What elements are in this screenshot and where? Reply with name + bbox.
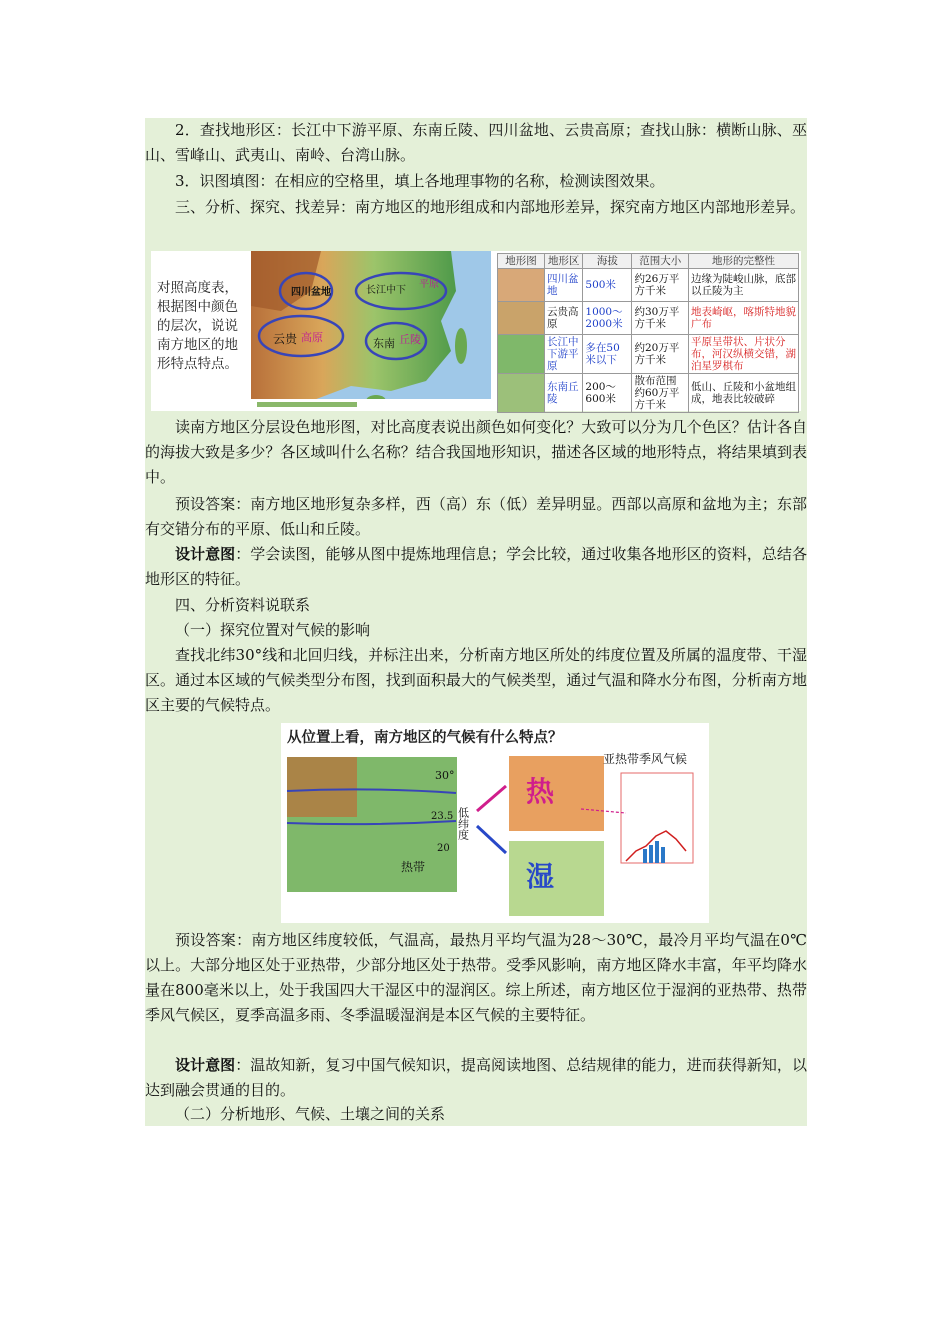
table-header-row [498,254,799,269]
table-header: 地形的完整性 [689,254,799,269]
landform-altitude: 1000～2000米 [583,302,632,335]
climate-figure [281,723,709,923]
table-header: 地形区 [545,254,583,269]
design-intent-text: ：温故知新，复习中国气候知识，提高阅读地图、总结规律的能力，进而获得新知，以达到融会贯通的目的。 [145,1056,807,1099]
landform-name: 长江中下游平原 [545,335,583,374]
table-row [498,269,799,302]
climate-type-label: 亚热带季风气候 [603,752,688,766]
landform-altitude: 200～600米 [583,374,632,413]
climate-figure-title: 从位置上看，南方地区的气候有什么特点？ [287,730,563,746]
landform-altitude: 多在50米以下 [583,335,632,374]
landform-range: 约30万平方千米 [632,302,689,335]
landform-range: 约26万平方千米 [632,269,689,302]
paragraph-section-four: 四、分析资料说联系 [175,596,311,614]
landform-thumbnail [498,269,545,302]
paragraph-read-map: 读南方地区分层设色地形图，对比高度表说出颜色如何变化？大致可以分为几个色区？估计各自的海拔大致是多少？各区域叫什么名称？结合我国地形知识，描述各区域的地形特点，将结果填到表中。 [145,418,807,486]
tropical-label: 热带 [401,860,426,874]
paragraph-design-intent-2 [145,1053,807,1103]
landform-name: 云贵高原 [545,302,583,335]
landform-table [497,253,799,413]
lat-tropic-label: 23.5 [431,811,454,822]
paragraph-subsection-one: （一）探究位置对气候的影响 [175,621,371,639]
hot-label: 热 [526,775,555,808]
paragraph-subsection-two: （二）分析地形、气候、土壤之间的关系 [175,1105,446,1123]
paragraph-design-intent-1 [145,542,807,592]
terrain-figure [151,251,801,411]
landform-feature: 平原呈带状、片状分布，河汉纵横交错，湖泊星罗棋布 [689,335,799,374]
design-intent-label: 设计意图 [175,545,236,563]
landform-range: 散布范围约60万平方千米 [632,374,689,413]
landform-name: 四川盆地 [545,269,583,302]
paragraph-section-three: 三、分析、探究、找差异：南方地区的地形组成和内部地形差异，探究南方地区内部地形差异。 [175,198,806,216]
wet-label: 湿 [526,860,555,893]
document-content [145,118,807,1126]
label-changjiang-a: 长江中下 [366,285,406,296]
landform-altitude: 500米 [583,269,632,302]
landform-feature: 地表崎岖，喀斯特地貌广布 [689,302,799,335]
landform-feature: 低山、丘陵和小盆地组成，地表比较破碎 [689,374,799,413]
paragraph-fill-map: 3．识图填图：在相应的空格里，填上各地理事物的名称，检测读图效果。 [175,172,665,190]
terrain-map [251,251,491,411]
climate-diagram [281,751,709,923]
design-intent-text: ：学会读图，能够从图中提炼地理信息；学会比较，通过收集各地形区的资料，总结各地形区的特征。 [145,545,807,588]
landform-thumbnail [498,374,545,413]
label-yungui-b: 高原 [301,331,323,344]
landform-name: 东南丘陵 [545,374,583,413]
label-yungui-a: 云贵 [273,332,298,346]
table-row [498,302,799,335]
design-intent-label: 设计意图 [175,1056,236,1074]
landform-range: 约20万平方千米 [632,335,689,374]
landform-thumbnail [498,302,545,335]
table-header: 海拔 [583,254,632,269]
terrain-caption: 对照高度表，根据图中颜色的层次，说说南方地区的地形特点特点。 [151,251,251,411]
table-header: 地形图 [498,254,545,269]
label-changjiang-b: 平原 [419,279,439,290]
label-sichuan: 四川盆地 [291,287,331,298]
landform-thumbnail [498,335,545,374]
table-row [498,374,799,413]
lat-20-label: 20 [437,843,450,854]
label-dongnan-b: 丘陵 [399,333,421,346]
paragraph-find-latitude: 查找北纬30°线和北回归线，并标注出来，分析南方地区所处的纬度位置及所属的温度带、干湿区。通过本区域的气候类型分布图，找到面积最大的气候类型，通过气温和降水分布图，分析南方地区主要的气候特点。 [145,646,807,714]
low-latitude-label [457,807,470,840]
table-row [498,335,799,374]
lat-30-label: 30° [435,769,455,782]
paragraph-find-landforms: 2．查找地形区：长江中下游平原、东南丘陵、四川盆地、云贵高原；查找山脉：横断山脉、巫山、雪峰山、武夷山、南岭、台湾山脉。 [145,121,807,164]
table-header: 范围大小 [632,254,689,269]
paragraph-answer-terrain: 预设答案：南方地区地形复杂多样，西（高）东（低）差异明显。西部以高原和盆地为主；东部有交错分布的平原、低山和丘陵。 [145,495,807,538]
label-dongnan-a: 东南 [373,337,395,350]
paragraph-answer-climate: 预设答案：南方地区纬度较低，气温高，最热月平均气温为28～30℃，最冷月平均气温在0℃以上。大部分地区处于亚热带，少部分地区处于热带。受季风影响，南方地区降水丰富，年平均降水量在800毫米以上，处于我国四大干湿区中的湿润区。综上所述，南方地区位于湿润的亚热带、热带季风气候区，夏季高温多雨、冬季温暖湿润是本区气候的主要特征。 [145,931,807,1024]
landform-feature: 边缘为陡峻山脉，底部以丘陵为主 [689,269,799,302]
svg-text:低纬度: 低纬度 [456,807,470,840]
